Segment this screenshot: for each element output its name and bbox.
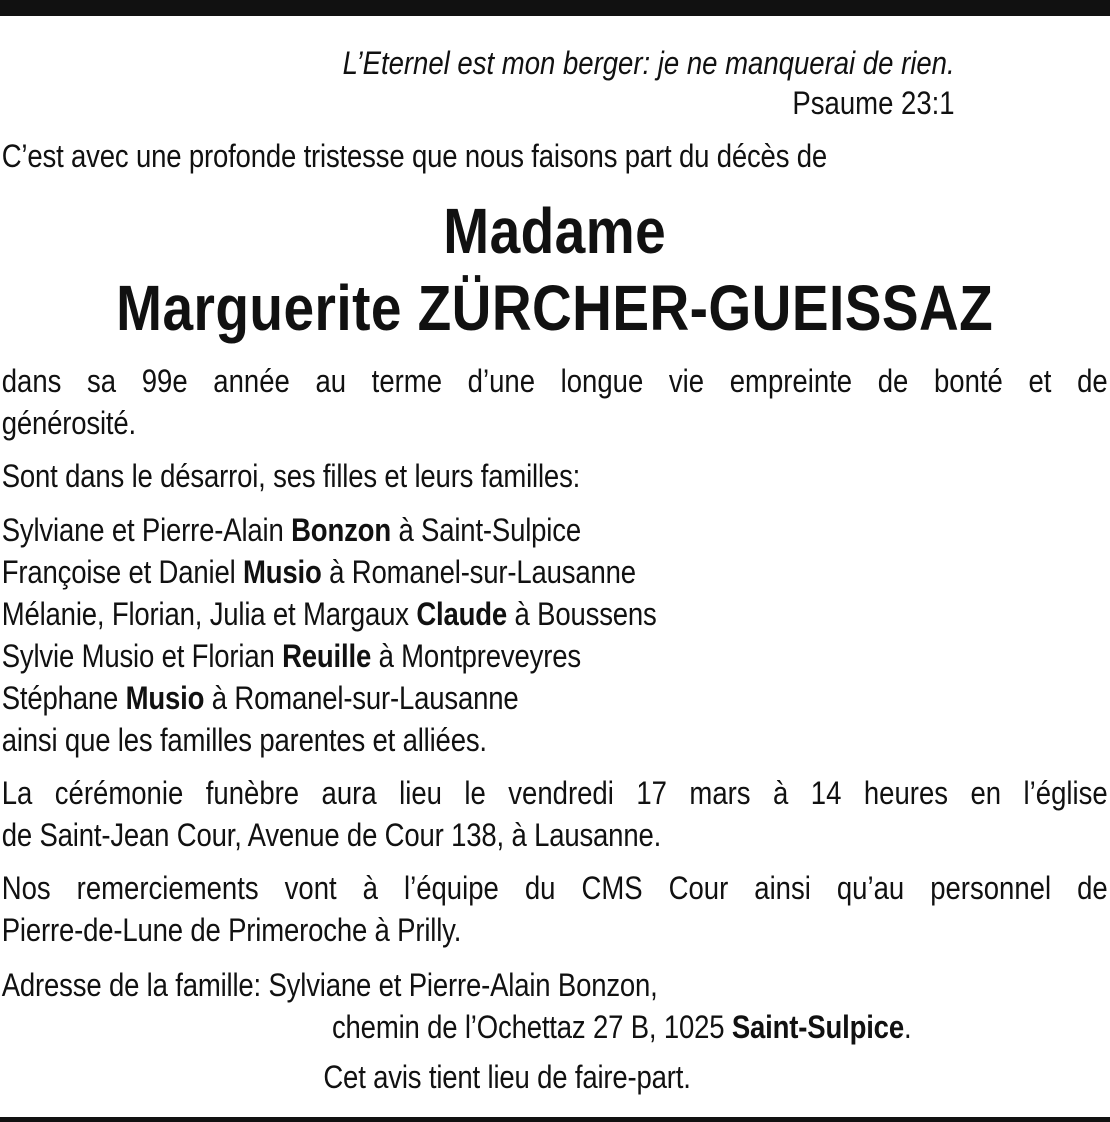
intro-text: C’est avec une profonde tristesse que nous faisons part du décès de	[1, 138, 828, 174]
family-surname: Claude	[416, 596, 508, 632]
family-surname: Musio	[243, 554, 322, 590]
bottom-rule	[0, 1117, 1110, 1122]
family-member: Françoise et Daniel Musio à Romanel-sur-Lausanne	[1, 554, 636, 590]
family-intro: Sont dans le désarroi, ses filles et leurs familles:	[1, 458, 581, 494]
ceremony-text-line-1: La cérémonie funèbre aura lieu le vendredi 17 mars à 14 heures en l’église	[1, 775, 1108, 811]
family-address-street: chemin de l’Ochettaz 27 B, 1025 Saint-Sulpice.	[331, 1009, 912, 1045]
family-surname: Reuille	[282, 638, 372, 674]
quote-reference: Psaume 23:1	[792, 85, 955, 121]
family-closing: ainsi que les familles parentes et alliées.	[1, 722, 487, 758]
family-member: Mélanie, Florian, Julia et Margaux Claude à Boussens	[1, 596, 657, 632]
family-member: Stéphane Musio à Romanel-sur-Lausanne	[1, 680, 519, 716]
thanks-text-line-2: Pierre-de-Lune de Primeroche à Prilly.	[1, 912, 462, 948]
family-surname: Bonzon	[291, 512, 391, 548]
deceased-title: Madame	[443, 195, 667, 267]
family-surname: Musio	[125, 680, 205, 716]
age-text-line-2: générosité.	[1, 405, 137, 441]
address-city: Saint-Sulpice	[731, 1009, 904, 1045]
age-text-line-1: dans sa 99e année au terme d’une longue vie empreinte de bonté et de	[1, 363, 1108, 399]
family-address-label: Adresse de la famille: Sylviane et Pierre-Alain Bonzon,	[1, 967, 658, 1003]
family-member: Sylviane et Pierre-Alain Bonzon à Saint-Sulpice	[1, 512, 581, 548]
thanks-text-line-1: Nos remerciements vont à l’équipe du CMS Cour ainsi qu’au personnel de	[1, 870, 1108, 906]
closing-note: Cet avis tient lieu de faire-part.	[323, 1059, 691, 1095]
family-member: Sylvie Musio et Florian Reuille à Montpreveyres	[1, 638, 581, 674]
ceremony-text-line-2: de Saint-Jean Cour, Avenue de Cour 138, à Lausanne.	[1, 817, 662, 853]
deceased-name: Marguerite ZÜRCHER-GUEISSAZ	[116, 272, 994, 344]
bible-quote: L’Eternel est mon berger: je ne manquerai de rien.	[342, 45, 955, 81]
